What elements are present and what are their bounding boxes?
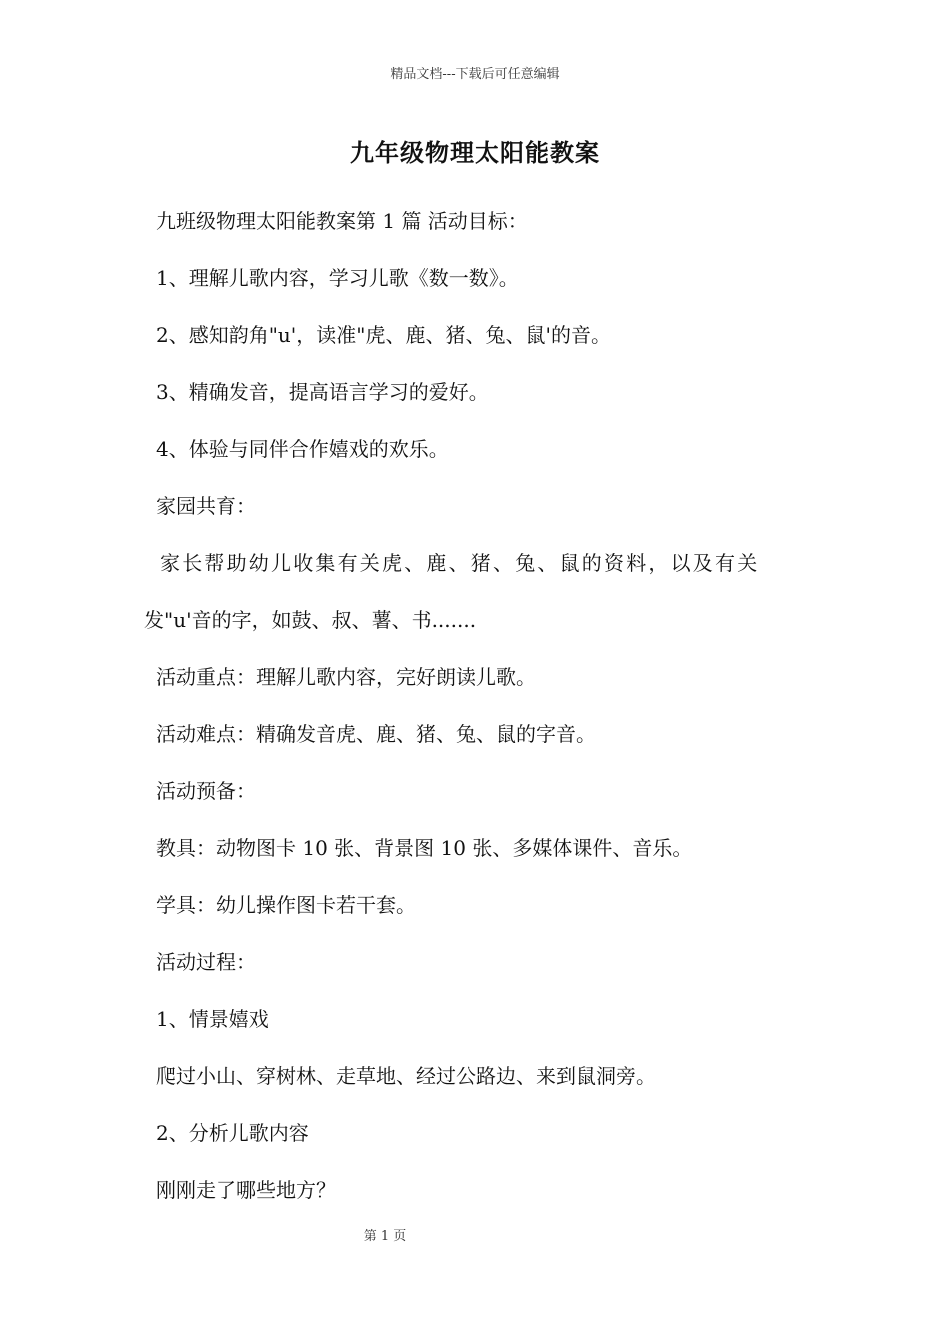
body-line-intro: 九班级物理太阳能教案第 1 篇 活动目标： — [156, 209, 528, 233]
body-line-process-heading: 活动过程： — [156, 950, 256, 974]
body-line-key-point: 活动重点：理解儿歌内容，完好朗读儿歌。 — [156, 665, 536, 689]
body-line-goal-4: 4、体验与同伴合作嬉戏的欢乐。 — [156, 437, 449, 461]
body-line-home-text: 家长帮助幼儿收集有关虎、鹿、猪、兔、鼠的资料，以及有关 — [160, 551, 760, 575]
body-line-step-1-text: 爬过小山、穿树林、走草地、经过公路边、来到鼠洞旁。 — [156, 1064, 656, 1088]
body-line-teaching-aids: 教具：动物图卡 10 张、背景图 10 张、多媒体课件、音乐。 — [156, 836, 693, 860]
body-line-goal-1: 1、理解儿歌内容，学习儿歌《数一数》。 — [156, 266, 519, 290]
body-line-step-2-question: 刚刚走了哪些地方？ — [156, 1178, 336, 1202]
body-line-step-2: 2、分析儿歌内容 — [156, 1121, 309, 1145]
body-line-home-text-cont: 发"u'音的字，如鼓、叔、薯、书....... — [144, 608, 477, 632]
page-footer: 第 1 页 — [363, 1229, 407, 1244]
body-line-prep-heading: 活动预备： — [156, 779, 256, 803]
body-line-home-heading: 家园共育： — [156, 494, 256, 518]
body-line-step-1: 1、情景嬉戏 — [156, 1007, 269, 1031]
document-title: 九年级物理太阳能教案 — [350, 138, 600, 167]
body-line-goal-3: 3、精确发音，提高语言学习的爱好。 — [156, 380, 489, 404]
body-line-difficulty: 活动难点：精确发音虎、鹿、猪、兔、鼠的字音。 — [156, 722, 596, 746]
body-line-student-aids: 学具：幼儿操作图卡若干套。 — [156, 893, 416, 917]
page-header: 精品文档---下载后可任意编辑 — [390, 67, 560, 82]
body-line-goal-2: 2、感知韵角"u'，读准"虎、鹿、猪、兔、鼠'的音。 — [156, 323, 611, 347]
